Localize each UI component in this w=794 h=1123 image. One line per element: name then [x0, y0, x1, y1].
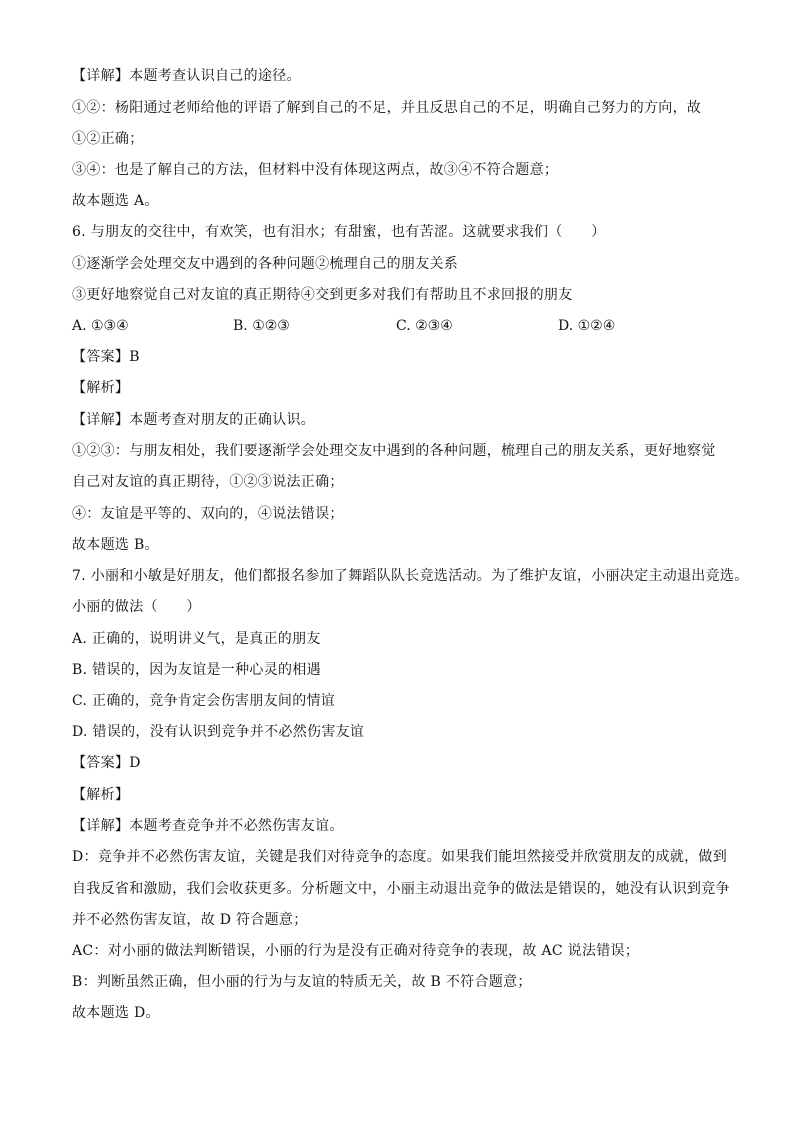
- option-c: C. 正确的，竞争肯定会伤害朋友间的情谊: [72, 693, 336, 709]
- question-7-stem: 7. 小丽和小敏是好朋友，他们都报名参加了舞蹈队队长竞选活动。为了维护友谊，小丽决定主动退出竞选。: [72, 568, 749, 584]
- detail-heading: 【详解】本题考查竞争并不必然伤害友谊。: [72, 818, 344, 834]
- explanation-line: 自我反省和激励，我们会收获更多。分析题文中，小丽主动退出竞争的做法是错误的，她没有认识到竞争: [72, 881, 730, 897]
- answer-label: 【答案】D: [72, 755, 141, 771]
- explanation-line: 并不必然伤害友谊，故 D 符合题意；: [72, 912, 308, 928]
- explanation-line: AC：对小丽的做法判断错误，小丽的行为是没有正确对待竞争的表现，故 AC 说法错误；: [72, 943, 640, 959]
- analysis-label: 【解析】: [72, 380, 130, 396]
- explanation-line: D：竞争并不必然伤害友谊，关键是我们对待竞争的态度。如果我们能坦然接受并欣赏朋友的成就，做到: [72, 849, 728, 865]
- option-c: C. ②③④: [396, 318, 453, 334]
- analysis-label: 【解析】: [72, 787, 130, 803]
- explanation-line: ④：友谊是平等的、双向的，④说法错误；: [72, 506, 344, 522]
- conclusion-line: 故本题选 B。: [72, 537, 159, 553]
- question-7-stem: 小丽的做法（ ）: [72, 599, 201, 615]
- answer-label: 【答案】B: [72, 349, 140, 365]
- explanation-line: ③④：也是了解自己的方法，但材料中没有体现这两点，故③④不符合题意；: [72, 162, 559, 178]
- option-d: D. 错误的，没有认识到竞争并不必然伤害友谊: [72, 724, 365, 740]
- explanation-line: ①②：杨阳通过老师给他的评语了解到自己的不足，并且反思自己的不足，明确自己努力的方向，故: [72, 100, 702, 116]
- explanation-line: 自己对友谊的真正期待，①②③说法正确；: [72, 474, 344, 490]
- option-b: B. 错误的，因为友谊是一种心灵的相遇: [72, 662, 321, 678]
- explanation-line: B：判断虽然正确，但小丽的行为与友谊的特质无关，故 B 不符合题意；: [72, 974, 532, 990]
- option-b: B. ①②③: [233, 318, 290, 334]
- detail-heading: 【详解】本题考查对朋友的正确认识。: [72, 412, 316, 428]
- detail-heading: 【详解】本题考查认识自己的途径。: [72, 68, 301, 84]
- explanation-line: ①②③：与朋友相处，我们要逐渐学会处理交友中遇到的各种问题，梳理自己的朋友关系，更好地察觉: [72, 443, 716, 459]
- conclusion-line: 故本题选 A。: [72, 193, 159, 209]
- option-a: A. ①③④: [72, 318, 129, 334]
- explanation-line: ①②正确；: [72, 131, 144, 147]
- conclusion-line: 故本题选 D。: [72, 1005, 160, 1021]
- question-6-items: ③更好地察觉自己对友谊的真正期待④交到更多对我们有帮助且不求回报的朋友: [72, 287, 573, 303]
- question-6-stem: 6. 与朋友的交往中，有欢笑，也有泪水；有甜蜜，也有苦涩。这就要求我们（ ）: [72, 224, 606, 240]
- option-a: A. 正确的，说明讲义气，是真正的朋友: [72, 631, 321, 647]
- question-6-items: ①逐渐学会处理交友中遇到的各种问题②梳理自己的朋友关系: [72, 256, 459, 272]
- option-d: D. ①②④: [558, 318, 616, 334]
